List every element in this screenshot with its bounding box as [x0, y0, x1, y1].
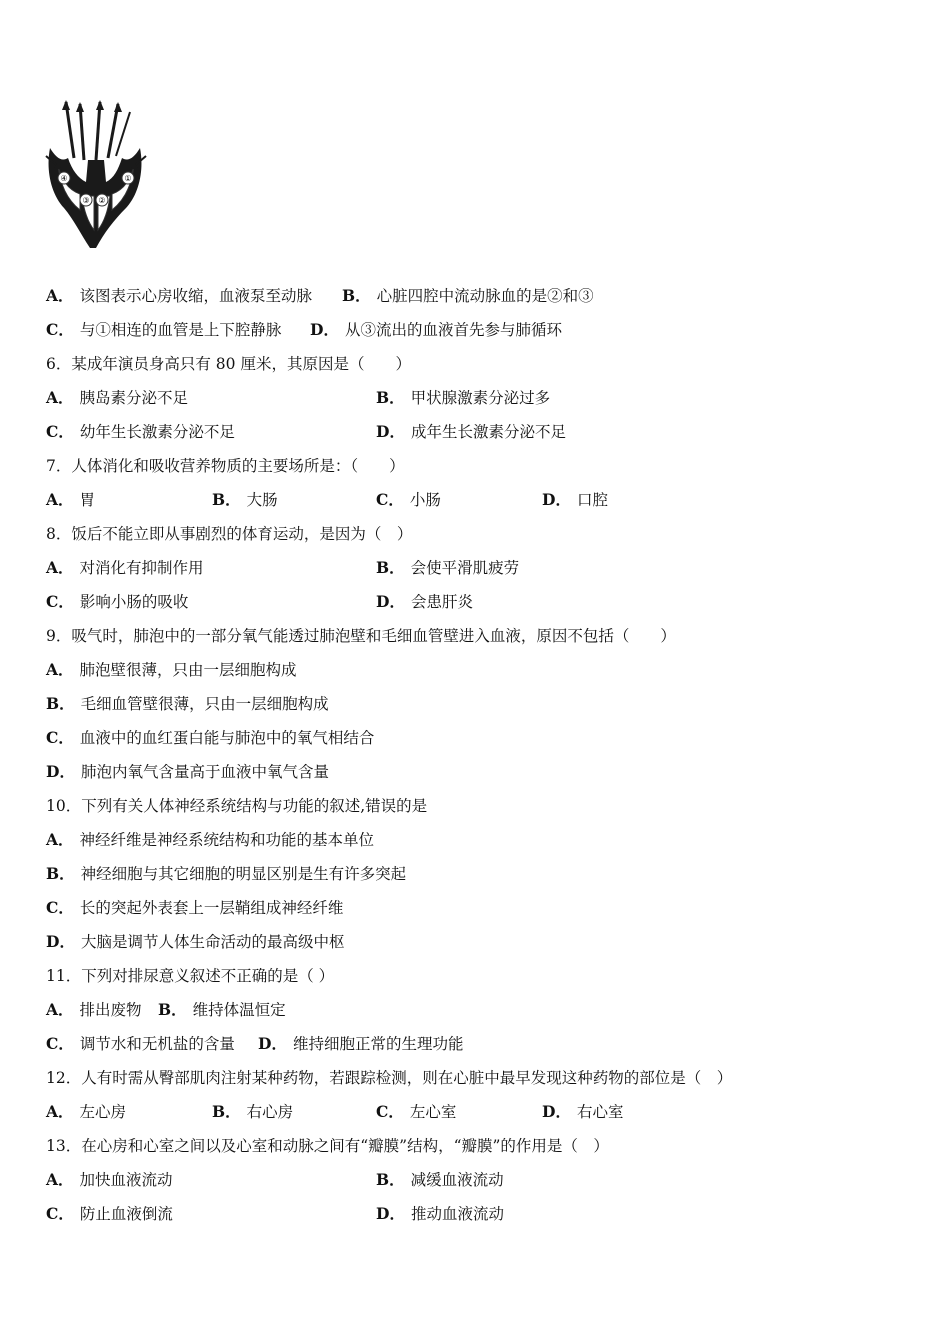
option-text: 甲状腺激素分泌过多	[410, 389, 551, 407]
q9-option-c	[46, 728, 374, 748]
question-13-stem: 13．在心房和心室之间以及心室和动脉之间有“瓣膜”结构，“瓣膜”的作用是（ ）	[46, 1137, 609, 1155]
option-label: D．	[258, 1034, 287, 1053]
q5-option-b	[342, 286, 594, 306]
option-label: D．	[46, 932, 75, 951]
option-label: A．	[46, 490, 74, 509]
option-label: A．	[46, 558, 74, 577]
option-label: A．	[46, 388, 74, 407]
option-label: D．	[310, 320, 339, 339]
option-text: 血液中的血红蛋白能与肺泡中的氧气相结合	[79, 729, 375, 747]
q7-option-b	[212, 490, 278, 510]
label-3: ③	[82, 196, 90, 205]
option-label: B．	[376, 388, 405, 407]
q11-option-d	[258, 1034, 463, 1054]
question-12-stem: 12．人有时需从臀部肌肉注射某种药物，若跟踪检测，则在心脏中最早发现这种药物的部位是（ ）	[46, 1069, 733, 1087]
option-text: 幼年生长激素分泌不足	[79, 423, 235, 441]
option-label: A．	[46, 286, 74, 305]
option-text: 推动血液流动	[410, 1205, 504, 1223]
option-label: D．	[376, 1204, 405, 1223]
q6-option-c	[46, 422, 235, 442]
option-text: 毛细血管壁很薄，只由一层细胞构成	[80, 695, 329, 713]
q9-option-a	[46, 660, 297, 680]
option-label: B．	[212, 490, 241, 509]
option-text: 该图表示心房收缩，血液泵至动脉	[79, 287, 313, 305]
q8-option-d	[376, 592, 473, 612]
q13-option-d	[376, 1204, 504, 1224]
q10-option-d	[46, 932, 344, 952]
option-text: 右心房	[246, 1103, 294, 1121]
option-label: B．	[46, 694, 75, 713]
q10-option-c	[46, 898, 343, 918]
option-text: 加快血液流动	[79, 1171, 173, 1189]
option-label: C．	[376, 490, 404, 509]
option-label: B．	[376, 1170, 405, 1189]
question-10-stem: 10．下列有关人体神经系统结构与功能的叙述,错误的是	[46, 797, 428, 815]
option-text: 调节水和无机盐的含量	[79, 1035, 235, 1053]
option-text: 维持体温恒定	[192, 1001, 286, 1019]
q9-option-d	[46, 762, 329, 782]
q8-option-c	[46, 592, 188, 612]
option-label: C．	[46, 320, 74, 339]
option-label: B．	[158, 1000, 187, 1019]
q5-option-c	[46, 320, 281, 340]
question-7-stem: 7．人体消化和吸收营养物质的主要场所是：（ ）	[46, 457, 405, 475]
option-label: D．	[376, 422, 405, 441]
option-text: 从③流出的血液首先参与肺循环	[344, 321, 562, 339]
option-text: 对消化有抑制作用	[79, 559, 204, 577]
q13-option-b	[376, 1170, 504, 1190]
q12-option-a	[46, 1102, 126, 1122]
q5-option-a	[46, 286, 312, 306]
heart-diagram-figure	[44, 98, 148, 250]
q11-option-a	[46, 1000, 142, 1020]
option-text: 胃	[79, 491, 96, 509]
option-text: 胰岛素分泌不足	[79, 389, 189, 407]
q5-option-d	[310, 320, 562, 340]
option-label: D．	[376, 592, 405, 611]
option-text: 肺泡内氧气含量高于血液中氧气含量	[80, 763, 329, 781]
option-text: 右心室	[576, 1103, 624, 1121]
q10-option-b	[46, 864, 406, 884]
option-text: 心脏四腔中流动脉血的是②和③	[376, 287, 594, 305]
option-label: B．	[46, 864, 75, 883]
option-label: B．	[212, 1102, 241, 1121]
option-text: 会使平滑肌疲劳	[410, 559, 520, 577]
question-9-stem: 9．吸气时，肺泡中的一部分氧气能透过肺泡壁和毛细血管壁进入血液，原因不包括（ ）	[46, 627, 676, 645]
q11-option-c	[46, 1034, 235, 1054]
q8-option-b	[376, 558, 519, 578]
option-text: 减缓血液流动	[410, 1171, 504, 1189]
question-6-stem: 6．某成年演员身高只有 80 厘米，其原因是（ ）	[46, 355, 411, 373]
option-label: C．	[46, 898, 74, 917]
option-text: 小肠	[409, 491, 441, 509]
q6-option-d	[376, 422, 566, 442]
option-text: 与①相连的血管是上下腔静脉	[79, 321, 282, 339]
q6-option-a	[46, 388, 188, 408]
q12-option-d	[542, 1102, 623, 1122]
option-label: D．	[542, 490, 571, 509]
option-label: C．	[376, 1102, 404, 1121]
option-label: C．	[46, 422, 74, 441]
option-text: 左心房	[79, 1103, 127, 1121]
option-text: 口腔	[576, 491, 608, 509]
option-text: 大肠	[246, 491, 278, 509]
q13-option-c	[46, 1204, 173, 1224]
option-label: A．	[46, 1170, 74, 1189]
option-text: 长的突起外表套上一层鞘组成神经纤维	[79, 899, 344, 917]
option-text: 肺泡壁很薄，只由一层细胞构成	[79, 661, 297, 679]
option-label: A．	[46, 1102, 74, 1121]
option-label: A．	[46, 830, 74, 849]
option-label: B．	[342, 286, 371, 305]
option-label: C．	[46, 1034, 74, 1053]
option-label: A．	[46, 1000, 74, 1019]
option-text: 会患肝炎	[410, 593, 473, 611]
option-text: 影响小肠的吸收	[79, 593, 189, 611]
q7-option-a	[46, 490, 95, 510]
option-text: 神经纤维是神经系统结构和功能的基本单位	[79, 831, 375, 849]
option-label: D．	[542, 1102, 571, 1121]
option-text: 排出废物	[79, 1001, 142, 1019]
q6-option-b	[376, 388, 550, 408]
q13-option-a	[46, 1170, 173, 1190]
option-label: C．	[46, 1204, 74, 1223]
option-label: A．	[46, 660, 74, 679]
heart-diagram-icon	[44, 98, 148, 250]
label-4: ④	[60, 174, 68, 183]
q12-option-b	[212, 1102, 293, 1122]
option-text: 防止血液倒流	[79, 1205, 173, 1223]
question-8-stem: 8．饭后不能立即从事剧烈的体育运动，是因为（ ）	[46, 525, 413, 543]
option-label: C．	[46, 592, 74, 611]
q10-option-a	[46, 830, 374, 850]
option-label: B．	[376, 558, 405, 577]
q7-option-c	[376, 490, 441, 510]
label-1: ①	[124, 174, 132, 183]
option-label: D．	[46, 762, 75, 781]
option-label: C．	[46, 728, 74, 747]
label-2: ②	[98, 196, 106, 205]
q7-option-d	[542, 490, 608, 510]
q12-option-c	[376, 1102, 456, 1122]
option-text: 成年生长激素分泌不足	[410, 423, 566, 441]
q8-option-a	[46, 558, 204, 578]
option-text: 神经细胞与其它细胞的明显区别是生有许多突起	[80, 865, 407, 883]
q11-option-b	[158, 1000, 286, 1020]
option-text: 左心室	[409, 1103, 457, 1121]
option-text: 大脑是调节人体生命活动的最高级中枢	[80, 933, 345, 951]
option-text: 维持细胞正常的生理功能	[292, 1035, 464, 1053]
q9-option-b	[46, 694, 329, 714]
question-11-stem: 11．下列对排尿意义叙述不正确的是（ ）	[46, 967, 335, 985]
